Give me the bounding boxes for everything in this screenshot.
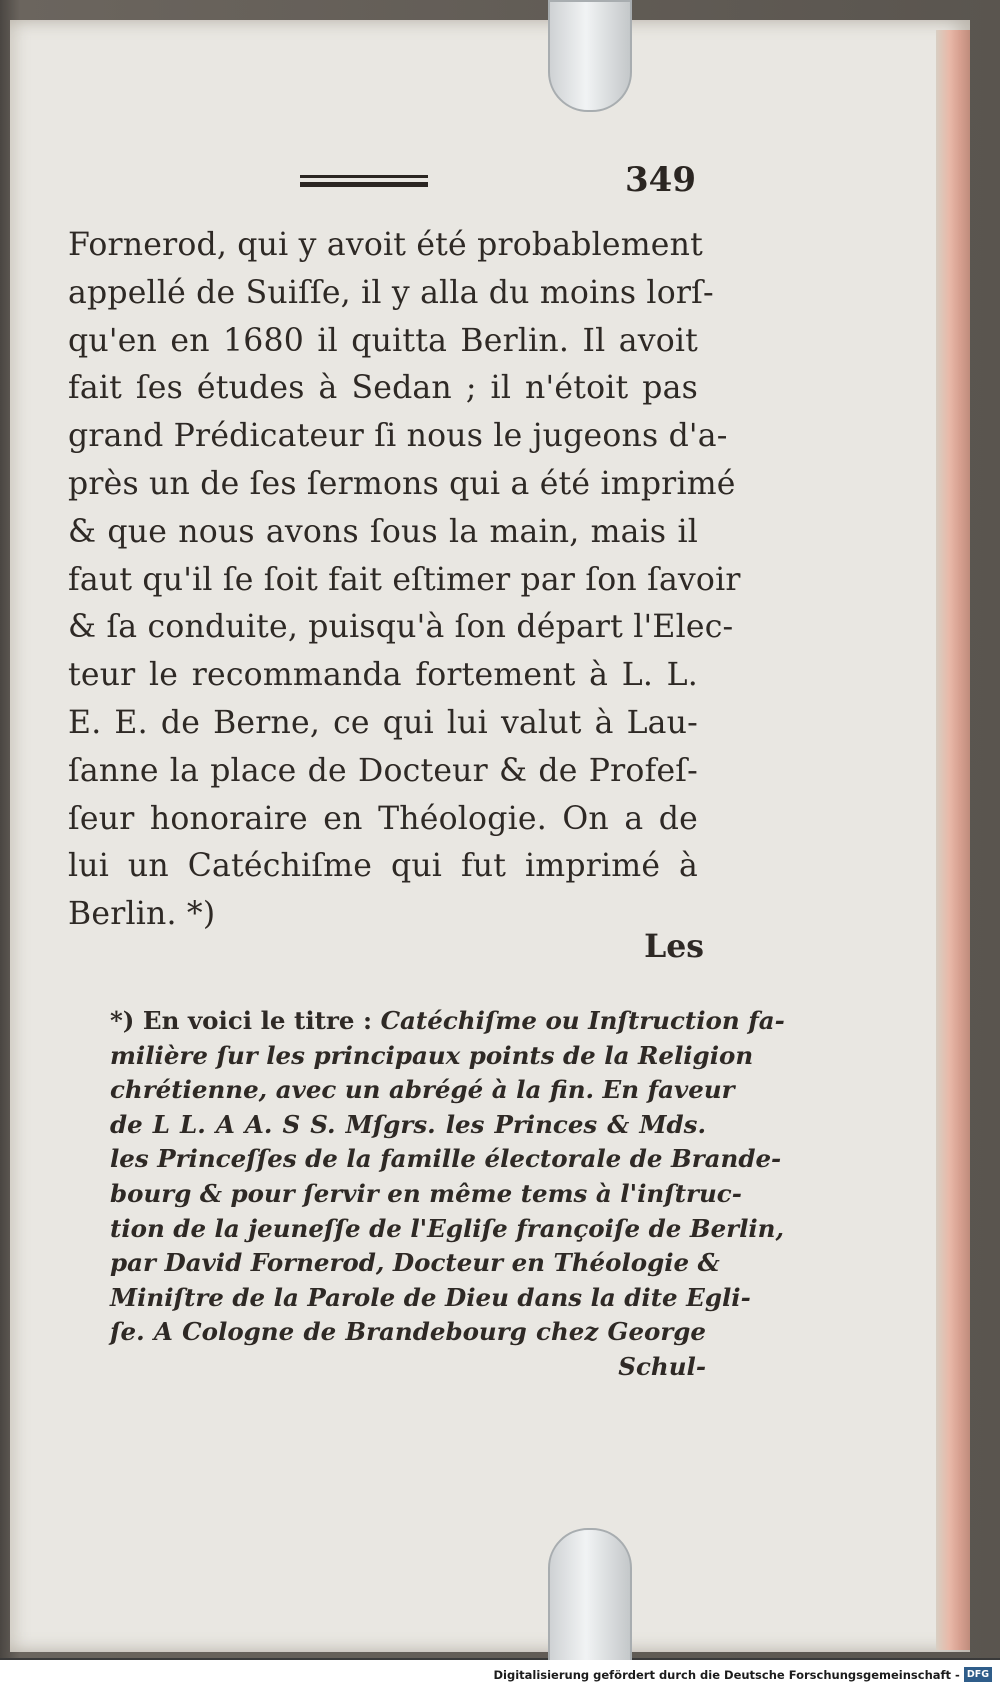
body-line: E. E. de Berne, ce qui lui valut à Lau- bbox=[68, 704, 698, 741]
footnote-line: les Princeſſes de la famille électorale de Brande- bbox=[110, 1144, 782, 1174]
dfg-logo-icon: DFG bbox=[964, 1667, 992, 1682]
footnote-line: ſe. A Cologne de Brandebourg chez George bbox=[110, 1317, 706, 1347]
page-number: 349 bbox=[625, 160, 696, 200]
footnote-title-start: Catéchiſme ou Inſtruction fa- bbox=[380, 1006, 785, 1035]
body-line: près un de ſes ſermons qui a été imprimé bbox=[68, 465, 736, 502]
footnote-line: milière ſur les principaux points de la Religion bbox=[110, 1040, 754, 1070]
credit-text: Digitalisierung gefördert durch die Deutsche Forschungsgemeinschaft - bbox=[493, 1667, 960, 1682]
page-edge bbox=[936, 30, 970, 1650]
body-line: & ſa conduite, puisqu'à ſon départ l'Elec- bbox=[68, 609, 734, 646]
header-rule bbox=[300, 175, 428, 187]
footnote-line bbox=[110, 1004, 785, 1039]
body-line: qu'en en 1680 il quitta Berlin. Il avoit bbox=[68, 322, 698, 359]
credit-bar bbox=[0, 1660, 1000, 1689]
footnote-line: Miniſtre de la Parole de Dieu dans la dite Egli- bbox=[110, 1282, 751, 1312]
body-line: appellé de Suiſſe, il y alla du moins lorſ- bbox=[68, 274, 714, 311]
top-clip bbox=[548, 0, 632, 112]
footnote-line: bourg & pour ſervir en même tems à l'inſtruc- bbox=[110, 1178, 742, 1208]
body-line: ſeur honoraire en Théologie. On a de bbox=[68, 800, 698, 837]
footnote-lead: *) En voici le titre : bbox=[110, 1006, 373, 1035]
body-line: Fornerod, qui y avoit été probablement bbox=[68, 227, 703, 263]
footnote-line: de L L. A A. S S. Mſgrs. les Princes & Mds. bbox=[110, 1109, 706, 1139]
catchword: Les bbox=[644, 928, 704, 965]
body-line: grand Prédicateur ſi nous le jugeons d'a- bbox=[68, 418, 728, 455]
footnote-line: Schul- bbox=[618, 1351, 706, 1381]
footnote-line: tion de la jeuneſſe de l'Egliſe françoiſe de Berlin, bbox=[110, 1213, 785, 1243]
body-line: teur le recommanda fortement à L. L. bbox=[68, 657, 698, 694]
footnote bbox=[110, 1004, 785, 1385]
body-line: faut qu'il ſe ſoit fait eſtimer par ſon ſavoir bbox=[68, 561, 741, 598]
bottom-clip bbox=[548, 1528, 632, 1662]
body-line: Berlin. *) bbox=[68, 896, 216, 933]
body-text bbox=[68, 222, 741, 939]
body-line: ſanne la place de Docteur & de Profeſ- bbox=[68, 752, 698, 789]
body-line: fait ſes études à Sedan ; il n'étoit pas bbox=[68, 370, 698, 407]
footnote-line: chrétienne, avec un abrégé à la fin. En faveur bbox=[110, 1075, 735, 1105]
footnote-line: par David Fornerod, Docteur en Théologie & bbox=[110, 1248, 720, 1278]
body-line: lui un Catéchiſme qui fut imprimé à bbox=[68, 848, 698, 885]
body-line: & que nous avons ſous la main, mais il bbox=[68, 513, 698, 550]
